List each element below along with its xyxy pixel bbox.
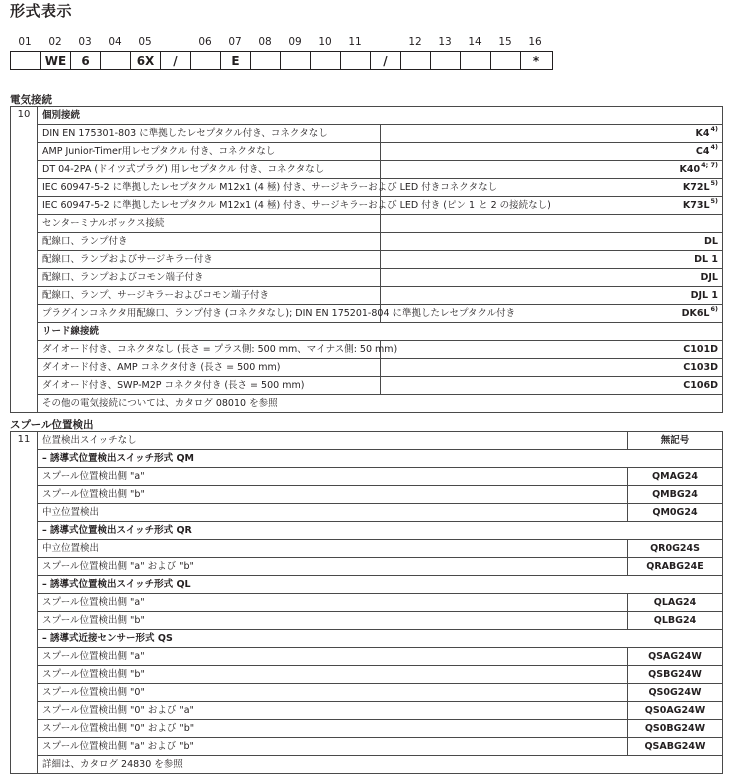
electrical-section-title: 電気接続	[10, 94, 52, 106]
code-value: DK6L	[681, 307, 710, 319]
table-row	[11, 612, 723, 630]
code-box: 6	[71, 52, 101, 69]
code-box: *	[532, 53, 540, 68]
group-header: – 誘導式位置検出スイッチ形式 QL	[38, 576, 723, 594]
table-row	[11, 197, 723, 215]
table-row	[11, 522, 723, 540]
position-number: 06	[198, 36, 212, 48]
code-box	[11, 52, 41, 69]
code-value: DJL	[700, 271, 718, 283]
position-number: 09	[288, 36, 302, 48]
option-description: スプール位置検出側 "b"	[38, 486, 628, 504]
code-box: /	[161, 52, 191, 69]
code-box	[461, 52, 491, 69]
code-box	[311, 52, 341, 69]
code-value: K72L	[682, 181, 710, 193]
option-description: ダイオード付き、コネクタなし (長さ = プラス側: 500 mm、マイナス側: 50 mm)	[38, 341, 381, 359]
position-number: 07	[228, 36, 242, 48]
option-code	[380, 377, 723, 395]
group-header: リード線接続	[38, 323, 723, 341]
table-row	[11, 630, 723, 648]
group-header: 個別接続	[38, 107, 723, 125]
option-code	[380, 287, 723, 305]
table-row	[11, 341, 723, 359]
option-code	[628, 558, 723, 576]
option-code	[628, 684, 723, 702]
group-header: – 誘導式近接センサー形式 QS	[38, 630, 723, 648]
code-value: C4	[695, 145, 710, 157]
position-number: 01	[18, 36, 32, 48]
code-box: /	[371, 52, 401, 69]
table-row	[11, 468, 723, 486]
table-row	[11, 738, 723, 756]
table-row	[11, 143, 723, 161]
footnote-marker: 4)	[710, 143, 718, 152]
option-code	[628, 666, 723, 684]
option-code	[380, 143, 723, 161]
spool-section-title: スプール位置検出	[10, 419, 94, 431]
code-box: WE	[41, 52, 71, 69]
table-row	[11, 684, 723, 702]
code-value: DL 1	[694, 253, 718, 265]
code-value: QMBG24	[652, 488, 698, 500]
position-number: 10	[318, 36, 332, 48]
position-number: 11	[348, 36, 362, 48]
code-value: QSBG24W	[648, 668, 702, 680]
code-value: QSAG24W	[648, 650, 702, 662]
ordering-code-boxes	[10, 51, 553, 70]
footnote-marker: 4; 7)	[701, 161, 718, 170]
option-description: スプール位置検出側 "a"	[38, 648, 628, 666]
code-value: QR0G24S	[650, 542, 700, 554]
group-header: – 誘導式位置検出スイッチ形式 QM	[38, 450, 723, 468]
position-number: 02	[48, 36, 62, 48]
table-row	[11, 269, 723, 287]
table-row	[11, 161, 723, 179]
option-description: 配線口、ランプ付き	[38, 233, 381, 251]
table-row	[11, 666, 723, 684]
table-row	[11, 648, 723, 666]
position-number: 03	[78, 36, 92, 48]
position-number: 08	[258, 36, 272, 48]
code-value: QS0AG24W	[644, 704, 706, 716]
option-description: 中立位置検出	[38, 504, 628, 522]
option-description: IEC 60947-5-2 に準拠したレセプタクル M12x1 (4 極) 付き、サージキラーおよび LED 付きコネクタなし	[38, 179, 381, 197]
reference-note: 詳細は、カタログ 24830 を参照	[38, 756, 723, 774]
position-number: 14	[468, 36, 482, 48]
position-number: 16	[528, 36, 542, 48]
code-box	[401, 52, 431, 69]
code-value: QSABG24W	[644, 740, 706, 752]
option-description: ダイオード付き、AMP コネクタ付き (長さ = 500 mm)	[38, 359, 381, 377]
code-box	[431, 52, 461, 69]
code-box	[251, 52, 281, 69]
option-description: 中立位置検出	[38, 540, 628, 558]
table-row	[11, 576, 723, 594]
code-box	[101, 52, 131, 69]
option-description: スプール位置検出側 "0" および "a"	[38, 702, 628, 720]
table-row	[11, 450, 723, 468]
option-description: ダイオード付き、SWP-M2P コネクタ付き (長さ = 500 mm)	[38, 377, 381, 395]
code-box	[281, 52, 311, 69]
footnote-marker: 6)	[710, 305, 718, 314]
table-row	[11, 720, 723, 738]
position-number: 13	[438, 36, 452, 48]
table-row	[11, 504, 723, 522]
option-description: スプール位置検出側 "a"	[38, 468, 628, 486]
code-value: K73L	[682, 199, 710, 211]
option-code	[628, 738, 723, 756]
code-value: 無記号	[660, 434, 690, 446]
option-code	[380, 359, 723, 377]
page-title: 形式表示	[10, 2, 73, 20]
position-number: 04	[108, 36, 122, 48]
table-row	[11, 432, 723, 450]
table-row	[11, 323, 723, 341]
position-number: 15	[498, 36, 512, 48]
option-description: 配線口、ランプおよびコモン端子付き	[38, 269, 381, 287]
reference-note: その他の電気接続については、カタログ 08010 を参照	[38, 395, 723, 413]
option-description: センターミナルボックス接続	[38, 215, 381, 233]
table-row	[11, 486, 723, 504]
code-value: K40	[679, 163, 701, 175]
table-row	[11, 359, 723, 377]
option-code	[628, 540, 723, 558]
table-row	[11, 540, 723, 558]
code-box	[191, 52, 221, 69]
code-value: QM0G24	[652, 506, 698, 518]
option-code	[628, 468, 723, 486]
table-row	[11, 233, 723, 251]
option-description: DT 04-2PA (ドイツ式プラグ) 用レセプタクル 付き、コネクタなし	[38, 161, 381, 179]
table-row	[11, 756, 723, 774]
option-description: 配線口、ランプ、サージキラーおよびコモン端子付き	[38, 287, 381, 305]
option-code	[380, 269, 723, 287]
code-value: DL	[704, 235, 718, 247]
code-value: C103D	[683, 361, 718, 373]
option-description: 位置検出スイッチなし	[38, 432, 628, 450]
code-box: E	[221, 52, 251, 69]
spool-position-table	[10, 431, 723, 774]
position-number: 05	[138, 36, 152, 48]
code-value: QS0G24W	[648, 686, 702, 698]
code-value: QMAG24	[652, 470, 698, 482]
option-code	[380, 161, 723, 179]
option-description: スプール位置検出側 "0"	[38, 684, 628, 702]
option-code	[628, 648, 723, 666]
position-number: 12	[408, 36, 422, 48]
code-value: C101D	[683, 343, 718, 355]
table-row	[11, 287, 723, 305]
table-row	[11, 107, 723, 125]
code-value: DJL 1	[690, 289, 718, 301]
option-code	[380, 341, 723, 359]
table-row	[11, 558, 723, 576]
electrical-connection-table	[10, 106, 723, 413]
option-code	[380, 233, 723, 251]
table-row	[11, 702, 723, 720]
code-box	[341, 52, 371, 69]
option-code	[628, 702, 723, 720]
option-description: 配線口、ランプおよびサージキラー付き	[38, 251, 381, 269]
option-description: スプール位置検出側 "a" および "b"	[38, 738, 628, 756]
table-row	[11, 395, 723, 413]
option-description: AMP Junior-Timer用レセプタクル 付き、コネクタなし	[38, 143, 381, 161]
option-description: スプール位置検出側 "a"	[38, 594, 628, 612]
option-code	[628, 432, 723, 450]
code-value: QRABG24E	[646, 560, 704, 572]
footnote-marker: 5)	[710, 179, 718, 188]
option-code	[628, 612, 723, 630]
option-code	[380, 125, 723, 143]
code-value: QLAG24	[653, 596, 697, 608]
table-row	[11, 377, 723, 395]
option-description: スプール位置検出側 "0" および "b"	[38, 720, 628, 738]
table-row	[11, 594, 723, 612]
position-number-cell: 10	[11, 107, 38, 413]
footnote-marker: 4)	[710, 125, 718, 134]
option-code	[628, 486, 723, 504]
code-box: 6X	[131, 52, 161, 69]
table-row	[11, 305, 723, 323]
table-row	[11, 125, 723, 143]
position-number-cell: 11	[11, 432, 38, 774]
code-value: C106D	[683, 379, 718, 391]
option-description: スプール位置検出側 "b"	[38, 666, 628, 684]
option-code	[380, 251, 723, 269]
table-row	[11, 251, 723, 269]
option-code	[628, 594, 723, 612]
footnote-marker: 5)	[710, 197, 718, 206]
code-box	[491, 52, 521, 69]
option-description: DIN EN 175301-803 に準拠したレセプタクル付き、コネクタなし	[38, 125, 381, 143]
code-value: QLBG24	[653, 614, 697, 626]
option-code	[380, 215, 723, 233]
code-value: QS0BG24W	[644, 722, 706, 734]
option-description: IEC 60947-5-2 に準拠したレセプタクル M12x1 (4 極) 付き、サージキラーおよび LED 付き (ピン 1 と 2 の接続なし)	[38, 197, 381, 215]
group-header: – 誘導式位置検出スイッチ形式 QR	[38, 522, 723, 540]
table-row	[11, 215, 723, 233]
option-description: プラグインコネクタ用配線口、ランプ付き (コネクタなし); DIN EN 175201-804 に準拠したレセプタクル付き	[38, 305, 381, 323]
code-value: K4	[695, 127, 710, 139]
option-description: スプール位置検出側 "a" および "b"	[38, 558, 628, 576]
option-description: スプール位置検出側 "b"	[38, 612, 628, 630]
option-code	[628, 504, 723, 522]
option-code	[628, 720, 723, 738]
table-row	[11, 179, 723, 197]
